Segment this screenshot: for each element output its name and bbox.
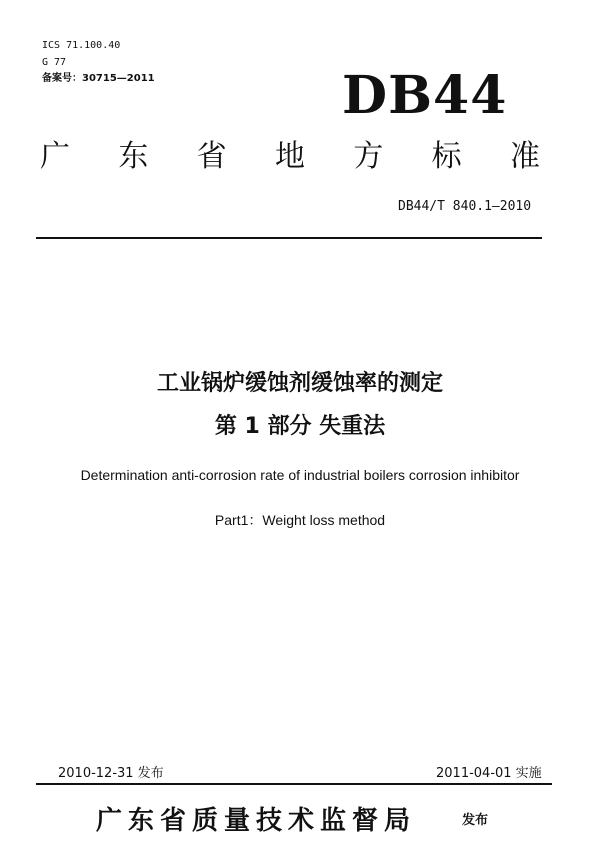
issue-date: 2010-12-31 发布: [58, 766, 164, 781]
title-part-english: Part1：Weight loss method: [214, 512, 386, 528]
record-number: 备案号：30715—2011: [42, 73, 155, 84]
standard-level-char: 广: [40, 139, 70, 174]
ccs-code: G 77: [42, 57, 67, 68]
header-divider: [36, 237, 542, 239]
standard-level-char: 方: [353, 139, 384, 174]
ics-code: ICS 71.100.40: [42, 40, 121, 51]
standard-level-title: [40, 140, 540, 174]
publisher-name: 广东省质量技术监督局: [96, 806, 417, 836]
publish-label: 发布: [462, 813, 489, 828]
standard-number: DB44/T 840.1—2010: [398, 199, 532, 214]
standard-level-char: 东: [118, 139, 149, 174]
standard-level-char: 地: [274, 139, 305, 174]
title-chinese: 工业锅炉缓蚀剂缓蚀率的测定: [156, 371, 443, 396]
footer-divider: [36, 783, 552, 785]
standard-level-char: 准: [509, 139, 540, 174]
standard-logo-code: DB44: [342, 65, 508, 126]
title-english: Determination anti-corrosion rate of industrial boilers corrosion inhibitor: [80, 467, 520, 483]
implementation-date: 2011-04-01 实施: [436, 766, 542, 781]
standard-level-char: 省: [196, 139, 227, 174]
title-part-chinese: 第 1 部分 失重法: [214, 414, 386, 439]
standard-level-char: 标: [431, 139, 462, 174]
